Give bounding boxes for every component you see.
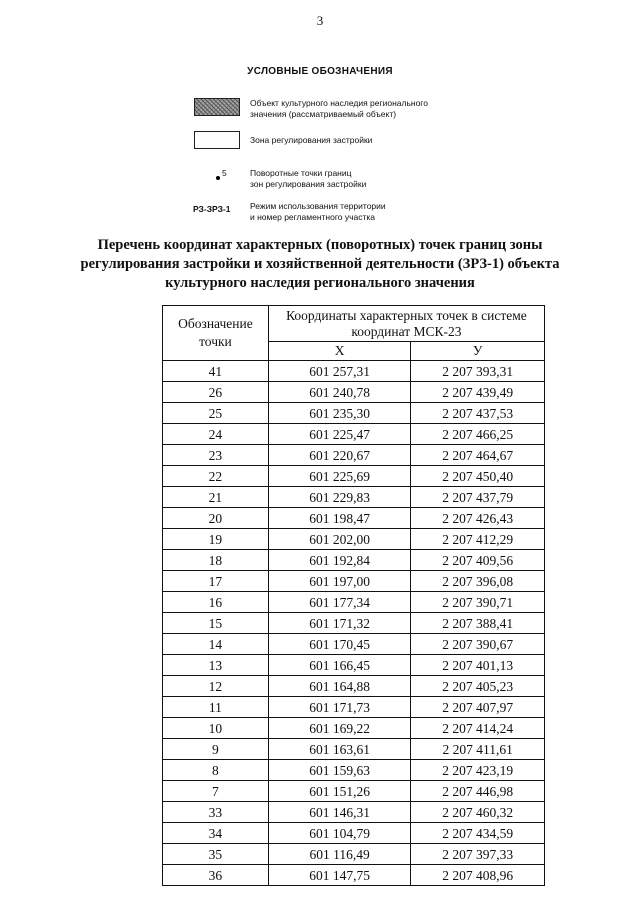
coordinates-table-body [163,361,545,886]
x-cell: 601 235,30 [268,403,411,424]
table-row [163,424,545,445]
point-cell: 23 [163,445,269,466]
table-row [163,382,545,403]
point-cell: 25 [163,403,269,424]
table-row [163,445,545,466]
table-row [163,613,545,634]
y-cell: 2 207 426,43 [411,508,545,529]
point-cell: 17 [163,571,269,592]
table-row [163,592,545,613]
point-cell: 35 [163,844,269,865]
point-cell: 10 [163,718,269,739]
table-row [163,361,545,382]
legend-title: УСЛОВНЫЕ ОБОЗНАЧЕНИЯ [247,66,393,77]
point-cell: 26 [163,382,269,403]
point-marker-label: 5 [222,168,227,178]
point-cell: 15 [163,613,269,634]
table-row [163,655,545,676]
point-cell: 21 [163,487,269,508]
x-cell: 601 151,26 [268,781,411,802]
x-cell: 601 164,88 [268,676,411,697]
point-cell: 9 [163,739,269,760]
legend-text-regulation-zone: Зона регулирования застройки [250,135,373,145]
y-cell: 2 207 434,59 [411,823,545,844]
point-cell: 33 [163,802,269,823]
x-cell: 601 166,45 [268,655,411,676]
table-row [163,781,545,802]
x-cell: 601 240,78 [268,382,411,403]
point-cell: 8 [163,760,269,781]
x-cell: 601 171,32 [268,613,411,634]
table-row [163,571,545,592]
legend-item-turning-points [0,168,640,198]
table-row [163,403,545,424]
point-cell: 14 [163,634,269,655]
x-cell: 601 220,67 [268,445,411,466]
y-cell: 2 207 396,08 [411,571,545,592]
table-row [163,550,545,571]
y-cell: 2 207 407,97 [411,697,545,718]
point-cell: 34 [163,823,269,844]
legend-text-heritage-object: Объект культурного наследия регионального значения (рассматриваемый объект) [250,98,428,119]
x-cell: 601 104,79 [268,823,411,844]
table-row [163,865,545,886]
header-x: X [268,342,411,361]
page-number: 3 [316,13,324,28]
x-cell: 601 202,00 [268,529,411,550]
y-cell: 2 207 450,40 [411,466,545,487]
table-row [163,634,545,655]
x-cell: 601 147,75 [268,865,411,886]
x-cell: 601 169,22 [268,718,411,739]
table-row [163,760,545,781]
x-cell: 601 146,31 [268,802,411,823]
point-cell: 16 [163,592,269,613]
y-cell: 2 207 437,53 [411,403,545,424]
point-cell: 12 [163,676,269,697]
header-coordinates: Координаты характерных точек в системе координат МСК-23 [268,306,544,342]
table-row [163,844,545,865]
y-cell: 2 207 409,56 [411,550,545,571]
y-cell: 2 207 411,61 [411,739,545,760]
table-row [163,802,545,823]
y-cell: 2 207 401,13 [411,655,545,676]
y-cell: 2 207 390,67 [411,634,545,655]
y-cell: 2 207 388,41 [411,613,545,634]
y-cell: 2 207 390,71 [411,592,545,613]
y-cell: 2 207 437,79 [411,487,545,508]
point-cell: 22 [163,466,269,487]
table-row [163,676,545,697]
point-cell: 24 [163,424,269,445]
legend-text-turning-points: Поворотные точки границ зон регулирования застройки [250,168,367,189]
x-cell: 601 170,45 [268,634,411,655]
x-cell: 601 163,61 [268,739,411,760]
legend-item-heritage-object [0,98,640,128]
y-cell: 2 207 464,67 [411,445,545,466]
point-cell: 19 [163,529,269,550]
y-cell: 2 207 460,32 [411,802,545,823]
table-row [163,487,545,508]
y-cell: 2 207 423,19 [411,760,545,781]
x-cell: 601 192,84 [268,550,411,571]
hatched-swatch-icon [194,98,240,116]
x-cell: 601 225,47 [268,424,411,445]
x-cell: 601 116,49 [268,844,411,865]
y-cell: 2 207 393,31 [411,361,545,382]
zone-code-label: РЗ-ЗРЗ-1 [193,204,231,214]
x-cell: 601 257,31 [268,361,411,382]
document-title: Перечень координат характерных (поворотных) точек границ зоны регулирования застройки и хозяйственной деятельности (ЗРЗ-1) объекта культурного наследия регионального значения [80,237,560,291]
y-cell: 2 207 397,33 [411,844,545,865]
point-marker-icon [216,176,220,180]
y-cell: 2 207 439,49 [411,382,545,403]
point-cell: 20 [163,508,269,529]
x-cell: 601 198,47 [268,508,411,529]
y-cell: 2 207 412,29 [411,529,545,550]
table-row [163,823,545,844]
x-cell: 601 225,69 [268,466,411,487]
table-row [163,508,545,529]
x-cell: 601 159,63 [268,760,411,781]
point-cell: 7 [163,781,269,802]
point-cell: 11 [163,697,269,718]
legend-item-regulation-zone [0,131,640,161]
table-row [163,529,545,550]
y-cell: 2 207 414,24 [411,718,545,739]
y-cell: 2 207 446,98 [411,781,545,802]
table-row [163,697,545,718]
x-cell: 601 177,34 [268,592,411,613]
coordinates-table [162,305,545,886]
x-cell: 601 197,00 [268,571,411,592]
table-row [163,466,545,487]
point-cell: 41 [163,361,269,382]
y-cell: 2 207 405,23 [411,676,545,697]
point-cell: 13 [163,655,269,676]
point-cell: 36 [163,865,269,886]
point-cell: 18 [163,550,269,571]
legend-item-land-use-mode [0,201,640,231]
y-cell: 2 207 466,25 [411,424,545,445]
header-y: У [411,342,545,361]
legend-text-land-use-mode: Режим использования территории и номер регламентного участка [250,201,386,222]
y-cell: 2 207 408,96 [411,865,545,886]
x-cell: 601 171,73 [268,697,411,718]
table-row [163,718,545,739]
header-point: Обозначение точки [163,306,269,361]
x-cell: 601 229,83 [268,487,411,508]
empty-swatch-icon [194,131,240,149]
table-row [163,739,545,760]
